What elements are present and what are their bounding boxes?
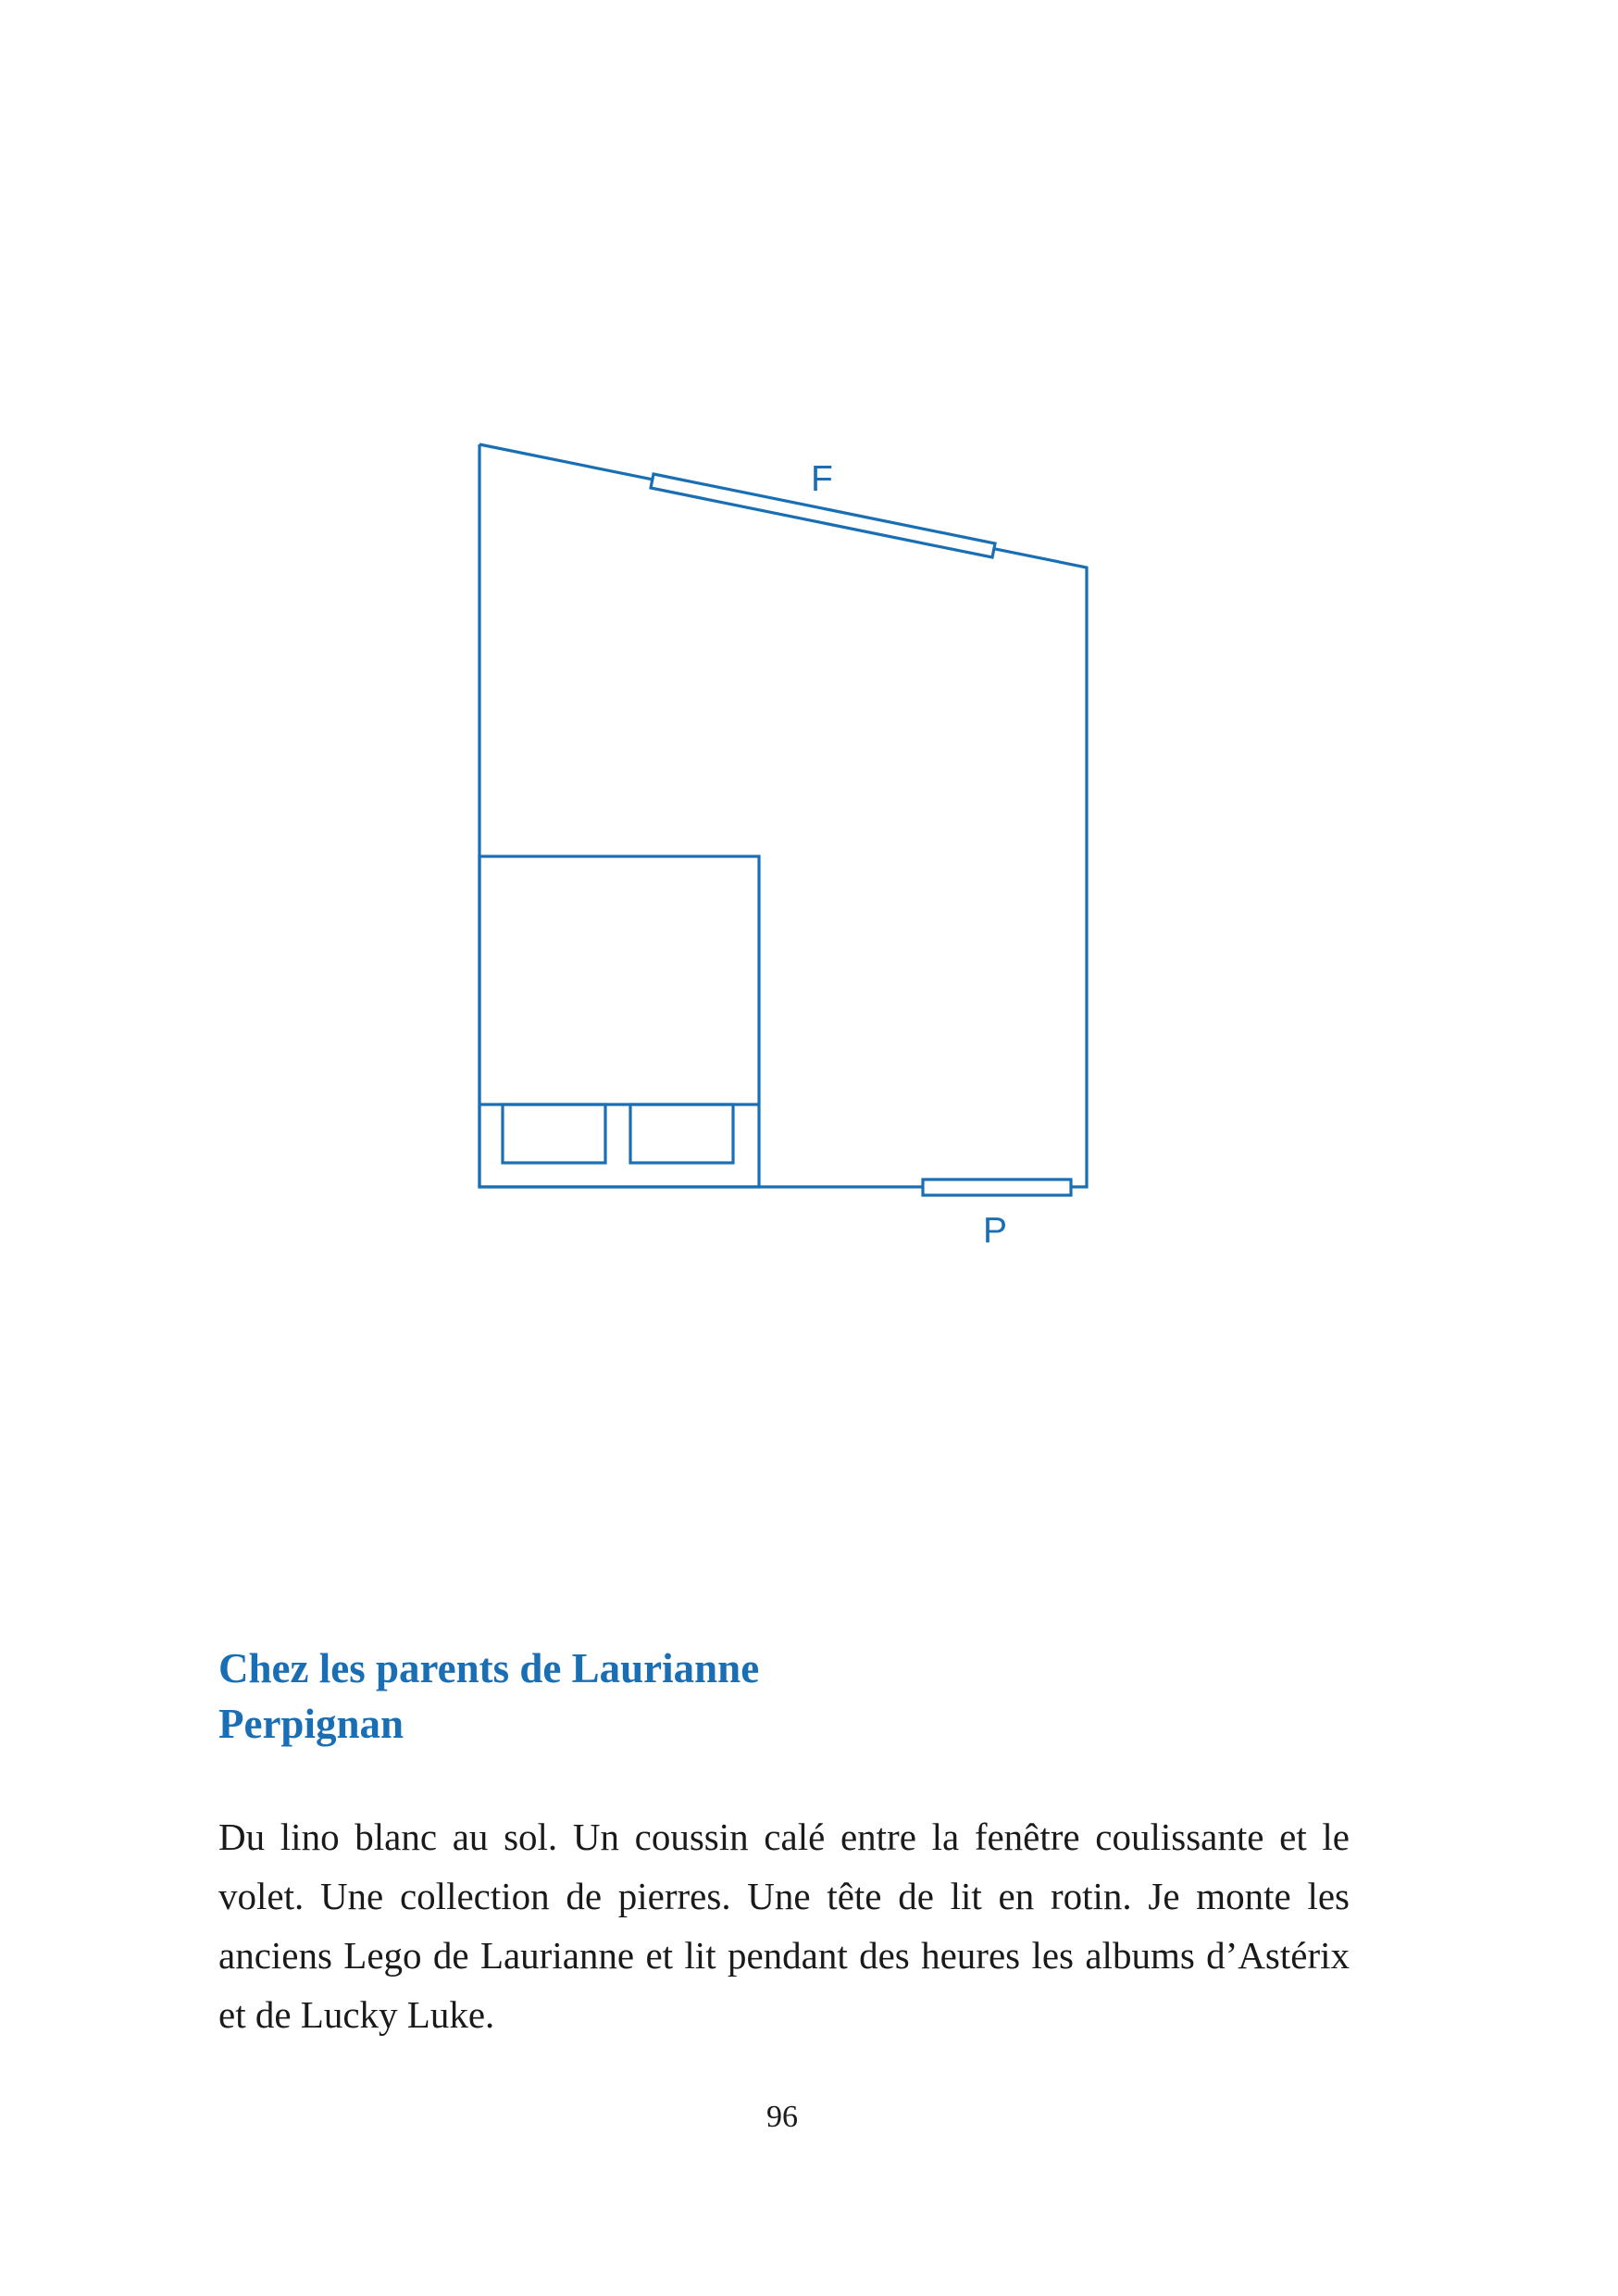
bed <box>479 856 759 1187</box>
heading-subtitle: Perpignan <box>218 1701 404 1747</box>
pillow-left <box>503 1104 605 1163</box>
door-opening <box>923 1179 1071 1195</box>
pillow-right <box>630 1104 733 1163</box>
door-label: P <box>983 1211 1008 1251</box>
section-heading <box>218 1641 759 1752</box>
page-number: 96 <box>766 2100 798 2134</box>
window-label: F <box>811 459 833 499</box>
body-paragraph: Du lino blanc au sol. Un coussin calé entre la fenêtre coulissante et le volet. Une collection de pierres. Une tête de lit en rotin. Je monte les anciens Lego de Laurianne et lit pendant des heures les albums d’Astérix et de Lucky Luke. <box>218 1816 1350 2036</box>
room-outline <box>479 444 1087 1187</box>
heading-title: Chez les parents de Laurianne <box>218 1645 760 1691</box>
